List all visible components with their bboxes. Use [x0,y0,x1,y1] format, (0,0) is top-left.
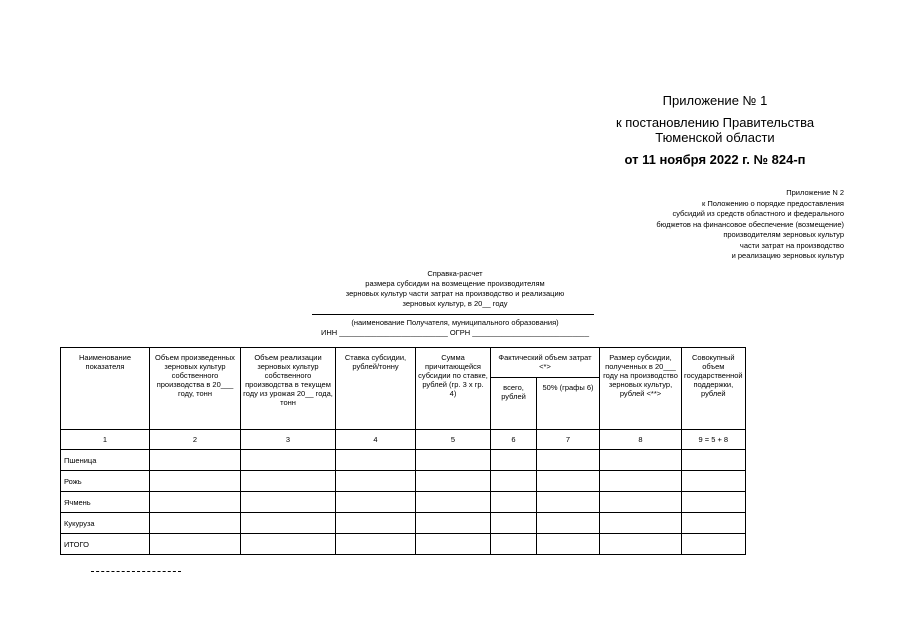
appendix-2-line: и реализацию зерновых культур [731,251,844,260]
col-header-received-subsidy: Размер субсидии, полученных в 20___ году на производство зерновых культур, рублей <**> [600,348,682,430]
table-cell [336,492,416,513]
appendix-2-block [656,188,844,262]
table-cell [150,534,241,555]
table-cell [416,513,491,534]
footnote-separator [91,571,181,572]
header-appendix-line: Приложение № 1 [662,93,768,108]
row-label-total: ИТОГО [61,534,150,555]
table-cell [241,534,336,555]
table-cell [241,492,336,513]
table-cell [336,513,416,534]
row-label: Рожь [61,471,150,492]
title-line: зерновых культур, в 20__ году [402,299,508,308]
table-cell [600,471,682,492]
recipient-name-line [312,314,594,315]
column-number: 5 [416,430,491,450]
col-header-total-support: Совокупный объем государственной поддержки, рублей [682,348,746,430]
table-cell [682,534,746,555]
col-header-rate: Ставка субсидии, рублей/тонну [336,348,416,430]
table-cell [682,513,746,534]
table-cell [491,534,537,555]
inn-ogrn-line: ИНН __________________________ ОГРН ____________________________ [320,328,590,337]
title-line: зерновых культур части затрат на производство и реализацию [345,289,565,298]
col-header-actual-costs: Фактический объем затрат <*> [491,348,600,378]
column-number: 7 [537,430,600,450]
table-cell [336,450,416,471]
header-date-number: от 11 ноября 2022 г. № 824-п [624,152,806,167]
table-cell [537,471,600,492]
col-header-actual-total: всего, рублей [491,378,537,430]
column-number: 8 [600,430,682,450]
appendix-2-line: производителям зерновых культур [723,230,844,239]
column-number: 6 [491,430,537,450]
table-row [61,471,746,492]
table-cell [241,471,336,492]
table-cell [150,513,241,534]
table-row [61,492,746,513]
table-row [61,513,746,534]
table-cell [150,492,241,513]
table-cell [241,513,336,534]
table-cell [336,471,416,492]
header-region-line: Тюменской области [655,130,775,145]
row-label: Пшеница [61,450,150,471]
table-cell [416,450,491,471]
col-header-produced: Объем произведенных зерновых культур собственного производства в 20___ году, тонн [150,348,241,430]
table-cell [682,450,746,471]
table-cell [416,471,491,492]
table-cell [537,492,600,513]
row-label: Кукуруза [61,513,150,534]
col-header-sold: Объем реализации зерновых культур собственного производства в текущем году из урожая 20__ года, тонн [241,348,336,430]
table-cell [336,534,416,555]
table-cell [600,492,682,513]
header-resolution-line: к постановлению Правительства [615,115,815,130]
table-cell [537,534,600,555]
column-number: 9 = 5 + 8 [682,430,746,450]
table-cell [537,513,600,534]
appendix-2-line: субсидий из средств областного и федерального [672,209,844,218]
table-cell [537,450,600,471]
row-label: Ячмень [61,492,150,513]
table-cell [600,513,682,534]
column-number: 1 [61,430,150,450]
col-header-actual-half: 50% (графы 6) [537,378,600,430]
title-line: Справка-расчет [427,269,483,278]
table-row [61,534,746,555]
table-cell [491,450,537,471]
table-row [61,450,746,471]
appendix-2-line: части затрат на производство [739,240,844,250]
table-cell [416,534,491,555]
column-number: 4 [336,430,416,450]
table-cell [491,513,537,534]
column-number: 2 [150,430,241,450]
appendix-2-line: бюджетов на финансовое обеспечение (возмещение) [656,219,844,229]
table-cell [416,492,491,513]
col-header-indicator: Наименование показателя [61,348,150,430]
table-cell [491,471,537,492]
title-line: размера субсидии на возмещение производителям [365,279,545,288]
table-cell [241,450,336,471]
table-cell [682,471,746,492]
document-title [270,269,640,309]
recipient-caption: (наименование Получателя, муниципального образования) [351,318,559,327]
appendix-2-line: Приложение N 2 [786,188,844,197]
subsidy-table [60,347,746,555]
table-cell [682,492,746,513]
table-cell [150,450,241,471]
appendix-2-line: к Положению о порядке предоставления [702,198,844,208]
table-cell [600,534,682,555]
table-cell [600,450,682,471]
col-header-due-subsidy: Сумма причитающейся субсидии по ставке, рублей (гр. 3 x гр. 4) [416,348,491,430]
column-number: 3 [241,430,336,450]
table-cell [150,471,241,492]
table-cell [491,492,537,513]
